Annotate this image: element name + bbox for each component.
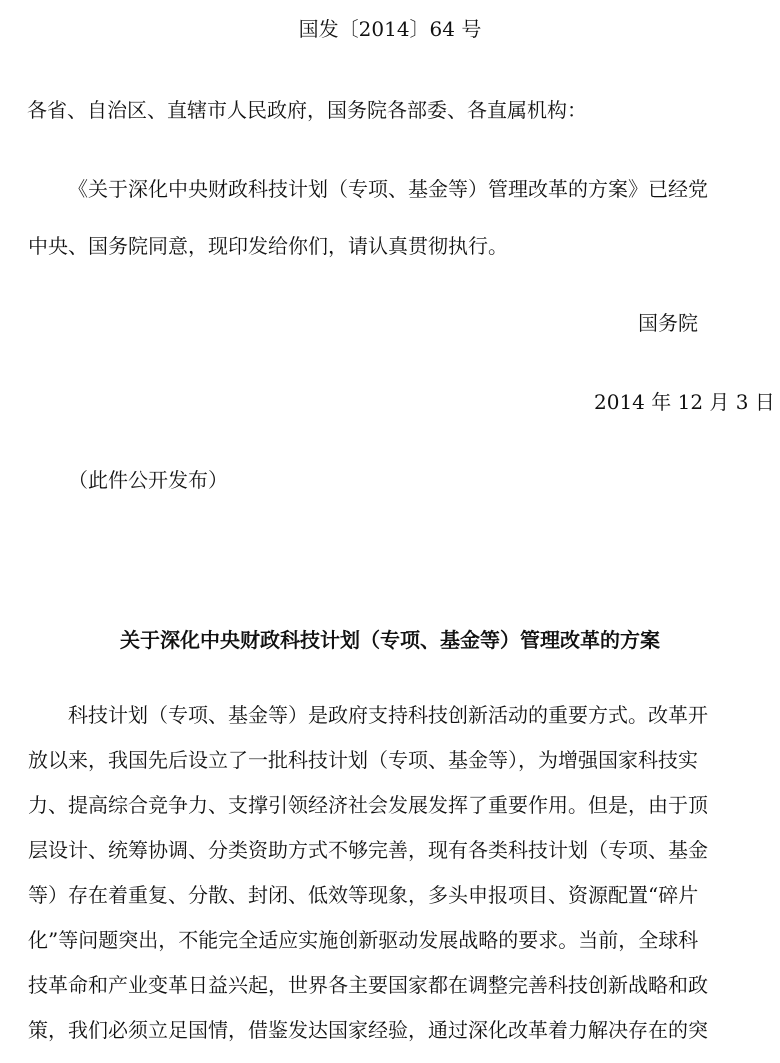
body-line: 层设计、统筹协调、分类资助方式不够完善，现有各类科技计划（专项、基金 [28, 838, 708, 862]
publication-note: （此件公开发布） [68, 468, 228, 492]
signature-organization: 国务院 [638, 311, 698, 335]
body-line: 科技计划（专项、基金等）是政府支持科技创新活动的重要方式。改革开 [68, 703, 708, 727]
notice-paragraph-line: 《关于深化中央财政科技计划（专项、基金等）管理改革的方案》已经党 [68, 177, 708, 201]
plan-body [28, 703, 756, 1063]
body-line: 力、提高综合竞争力、支撑引领经济社会发展发挥了重要作用。但是，由于顶 [28, 793, 708, 817]
body-line: 等）存在着重复、分散、封闭、低效等现象，多头申报项目、资源配置“碎片 [28, 883, 699, 907]
addressee-line: 各省、自治区、直辖市人民政府，国务院各部委、各直属机构： [27, 98, 587, 122]
notice-paragraph-line: 中央、国务院同意，现印发给你们，请认真贯彻执行。 [28, 234, 508, 258]
document-number: 国发〔2014〕64 号 [298, 17, 482, 41]
body-line: 技革命和产业变革日益兴起，世界各主要国家都在调整完善科技创新战略和政 [28, 973, 708, 997]
body-line: 策，我们必须立足国情，借鉴发达国家经验，通过深化改革着力解决存在的突 [28, 1018, 708, 1042]
plan-title: 关于深化中央财政科技计划（专项、基金等）管理改革的方案 [120, 628, 660, 652]
body-line: 放以来，我国先后设立了一批科技计划（专项、基金等），为增强国家科技实 [28, 748, 698, 772]
body-line: 化”等问题突出，不能完全适应实施创新驱动发展战略的要求。当前，全球科 [28, 928, 699, 952]
signature-date: 2014 年 12 月 3 日 [594, 390, 775, 414]
